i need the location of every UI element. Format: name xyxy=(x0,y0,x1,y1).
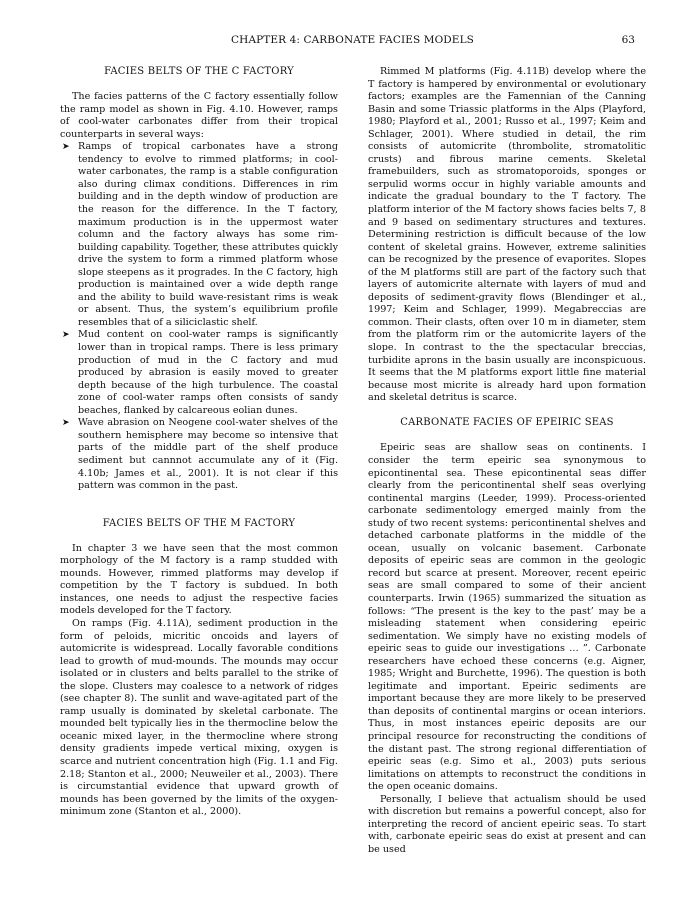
left-column xyxy=(60,66,338,819)
bullet-item: ➤ Wave abrasion on Neogene cool-water shelves of the southern hemisphere may become so intensive that parts of the middle part of the shelf produce sediment but cannnot accumulate any of it (Fig. 4.10b; James et al., 2001). It is not clear if this pattern was common in the past. xyxy=(62,417,338,492)
paragraph: Rimmed M platforms (Fig. 4.11B) develop where the T factory is hampered by environmental or evolutionary factors; examples are the Famennian of the Canning Basin and some Triassic platforms in the Alps (Playford, 1980; Playford et al., 2001; Russo et al., 1997; Keim and Schlager, 2001). Where studied in detail, the rim consists of automicrite (thrombolite, stromatolitic crusts) and fibrous marine cements. Skeletal framebuilders, such as stromatoporoids, sponges or serpulid worms occur in highly variable amounts and indicate the gradual boundary to the T factory. The platform interior of the M factory shows facies belts 7, 8 and 9 based on sedimentary structures and textures. Determining restriction is difficult because of the low content of skeletal grains. However, extreme salinities can be recognized by the presence of evaporites. Slopes of the M platforms still are part of the factory such that layers of automicrite alternate with layers of mud and deposits of sediment-gravity flows (Blendinger et al., 1997; Keim and Schlager, 1999). Megabreccias are common. Their clasts, often over 10 m in diameter, stem from the platform rim or the automicrite layers of the slope. In contrast to the the spectacular breccias, turbidite aprons in the basin usually are inconspicuous. It seems that the M platforms export little fine material because most micrite is already hard upon formation and skeletal detritus is scarce. xyxy=(368,66,646,404)
bullet-item: ➤ Mud content on cool-water ramps is significantly lower than in tropical ramps. There is less primary production of mud in the C factory and mud produced by abrasion is easily moved to greater depth because of the high turbulence. The coastal zone of cool-water ramps often consists of sandy beaches, flanked by calcareous eolian dunes. xyxy=(62,329,338,416)
paragraph: Personally, I believe that actualism should be used with discretion but remains a powerful concept, also for interpreting the record of ancient epeiric seas. To start with, carbonate epeiric seas do exist at present and can be used xyxy=(368,793,646,855)
paragraph: The facies patterns of the C factory essentially follow the ramp model as shown in Fig. 4.10. However, ramps of cool-water carbonates differ from their tropical counterparts in several ways: xyxy=(60,91,338,140)
page-number: 63 xyxy=(621,34,635,46)
arrow-bullet-icon: ➤ xyxy=(62,142,70,153)
bullet-item: ➤ Ramps of tropical carbonates have a strong tendency to evolve to rimmed platforms; in cool-water carbonates, the ramp is a stable configuration also during climax conditions. Differences in rim building and in the depth window of production are the reason for the difference. In the T factory, maximum production is in the uppermost water column and the factory always has some rim-building capability. Together, these attributes quickly drive the system to form a rimmed platform whose slope steepens as it progrades. In the C factory, high production is maintained over a wide depth range and the ability to build wave-resistant rims is weak or absent. Thus, the system’s equilibrium profile resembles that of a siliciclastic shelf. xyxy=(62,141,338,328)
section-heading-epeiric-seas: CARBONATE FACIES OF EPEIRIC SEAS xyxy=(400,417,614,429)
paragraph: In chapter 3 we have seen that the most common morphology of the M factory is a ramp studded with mounds. However, rimmed platforms may develop if competition by the T factory is subdued. In both instances, one needs to adjust the respective facies models developed for the T factory. xyxy=(60,542,338,617)
arrow-bullet-icon: ➤ xyxy=(62,330,70,341)
chapter-title: CHAPTER 4: CARBONATE FACIES MODELS xyxy=(231,34,474,46)
section-heading-c-factory: FACIES BELTS OF THE C FACTORY xyxy=(104,66,294,77)
arrow-bullet-icon: ➤ xyxy=(62,418,70,429)
right-column xyxy=(368,66,646,856)
section-heading-m-factory: FACIES BELTS OF THE M FACTORY xyxy=(102,517,296,529)
paragraph: Epeiric seas are shallow seas on continents. I consider the term epeiric sea synonymous to epicontinental sea. These epicontinental seas differ clearly from the pericontinental shelf seas overlying continental margins (Leeder, 1999). Process-oriented carbonate sedimentology emerged mainly from the study of two recent systems: pericontinental shelves and detached carbonate platforms in the middle of the ocean, usually on volcanic basement. Carbonate deposits of epeiric seas are common in the geologic record but scarce at present. Moreover, recent epeiric seas are small compared to some of their ancient counterparts. Irwin (1965) summarized the situation as follows: “The present is the key to the past’ may be a misleading statement when considering epeiric sedimentation. We simply have no existing models of epeiric seas to guide our investigations … ”. Carbonate researchers have echoed these concerns (e.g. Aigner, 1985; Wright and Burchette, 1996). The question is both legitimate and important. Epeiric sediments are important because they are more likely to be preserved than deposits of continental margins or ocean interiors. Thus, in most instances epeiric deposits are our principal resource for reconstructing the conditions of the distant past. The strong regional differentiation of epeiric seas (e.g. Simo et al., 2003) puts serious limitations on attempts to reconstruct the conditions in the open oceanic domains. xyxy=(368,442,646,793)
bullet-list xyxy=(60,141,338,492)
page-header xyxy=(70,34,635,50)
paragraph: On ramps (Fig. 4.11A), sediment production in the form of peloids, micritic oncoids and layers of automicrite is widespread. Locally favorable conditions lead to growth of mud-mounds. The mounds may occur isolated or in clusters and belts parallel to the strike of the slope. Clusters may coalesce to a network of ridges (see chapter 8). The sunlit and wave-agitated part of the ramp usually is dominated by skeletal carbonate. The mounded belt typically lies in the thermocline below the oceanic mixed layer, in the thermocline where strong density gradients impede vertical mixing, oxygen is scarce and nutrient concentration high (Fig. 1.1 and Fig. 2.18; Stanton et al., 2000; Neuweiler et al., 2003). There is circumstantial evidence that upward growth of mounds has been governed by the limits of the oxygen-minimum zone (Stanton et al., 2000). xyxy=(60,617,338,818)
